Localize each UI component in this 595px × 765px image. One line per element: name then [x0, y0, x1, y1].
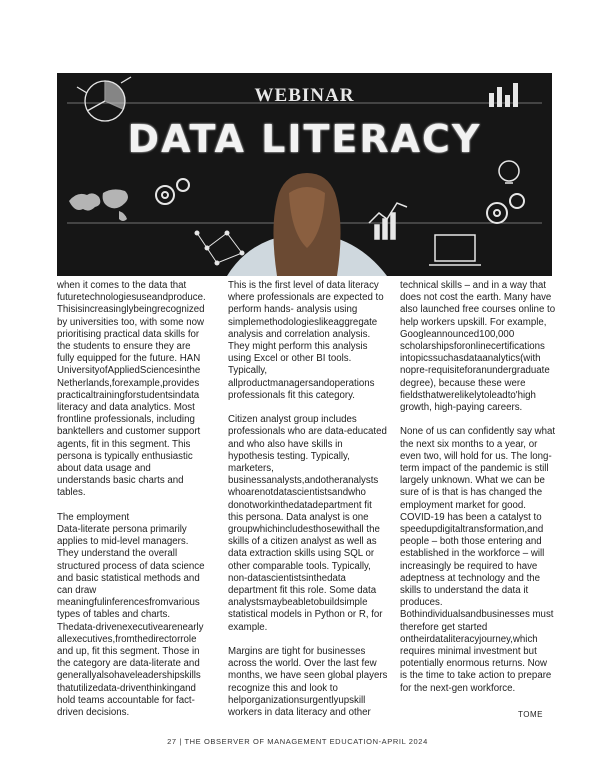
- body-paragraph: technical skills – and in a way that does not cost the earth. Many have also launched free courses online to help workers upskill. For example, Googleannounced100,000 scholarshipsforonlinecertifications intopicssuchasdataanalytics(with nopre-requisiteforanundergraduate degree), because these were fieldsthatwerelikelytoleadto'high growth, high-paying careers.: [400, 280, 556, 414]
- webinar-kicker: WEBINAR: [254, 85, 355, 106]
- body-paragraph: Data-literate persona primarily applies to mid-level managers. They understand the overall structured process of data science and basic statistical methods and can draw meaningfulinferencesfromvarious types of tables and charts. Thedata-drivenexecutivearenearly allexecutives,fromthedirectorrole and up, fit this segment. Those in the category are data-literate and generallyalsohaveleadershipskills thatutilizedata-driventhinkingand hold teams accountable for fact-driven decisions.: [57, 524, 205, 719]
- page-footer: 27 | THE OBSERVER OF MANAGEMENT EDUCATION-APRIL 2024: [167, 737, 428, 746]
- paragraph-gap: [228, 634, 388, 646]
- body-paragraph: Margins are tight for businesses across the world. Over the last few months, we have seen global players recognize this and look to helporganizationsurgentlyupskill workers in data literacy and other: [228, 646, 388, 719]
- column-1: [57, 280, 206, 719]
- paragraph-gap: [228, 402, 388, 414]
- body-paragraph: None of us can confidently say what the next six months to a year, or even two, will hold for us. The long-term impact of the pandemic is still largely unknown. What we can be sure of is that is has changed the employment market for good. COVID-19 has been a catalyst to speedupdigitaltransformation,and people – both those entering and established in the workforce – will increasingly be required to have adeptness at technology and the skills to understand the data it produces. Bothindividualsandbusinesses must therefore get started ontheirdataliteracyjourney,which requires minimal investment but potentially enormous returns. Now is the time to take action to prepare for the next-gen workforce.: [400, 426, 556, 694]
- author-signature: TOME: [518, 710, 543, 719]
- column-3: [400, 280, 556, 695]
- column-2: [228, 280, 388, 719]
- paragraph-gap: [57, 500, 206, 512]
- body-paragraph: This is the first level of data literacy where professionals are expected to perform hands- analysis using simplemethodologieslikeaggregate analysis and correlation analysis. They might perform this analysis using Excel or other BI tools. Typically, allproductmanagersandoperations professionals fit this category.: [228, 280, 384, 401]
- paragraph-gap: [400, 414, 556, 426]
- hero-title: DATA LITERACY: [127, 117, 482, 161]
- body-paragraph: Citizen analyst group includes professionals who are data-educated and who also have skills in hypothesis testing. Typically, marketers, businessanalysts,andotheranalysts whoarenotdatascientistsandwho donotworkinthedatadepartment fit this persona. Data analyst is one groupwhichincludesthosewithall the skills of a citizen analyst as well as data extraction skills using SQL or other comparable tools. Typically, non-datascientistsinthedata department fit this role. Some data analystsmaybeabletobuildsimple statistical models in Python or R, for example.: [228, 414, 387, 633]
- body-paragraph: when it comes to the data that futuretechnologiesuseandproduce. Thisisincreasinglybeingrecognized by universities too, with some now prioritising practical data skills for the students to ensure they are fully equipped for the future. HAN UniversityofAppliedSciencesinthe Netherlands,forexample,provides practicaltrainingforstudentsindata literacy and data analytics. Most frontline professionals, including banktellers and customer support agents, fit in this segment. This persona is typically enthusiastic about data usage and understands basic charts and tables.: [57, 280, 206, 499]
- hero-banner: [57, 73, 552, 276]
- section-heading: The employment: [57, 511, 130, 523]
